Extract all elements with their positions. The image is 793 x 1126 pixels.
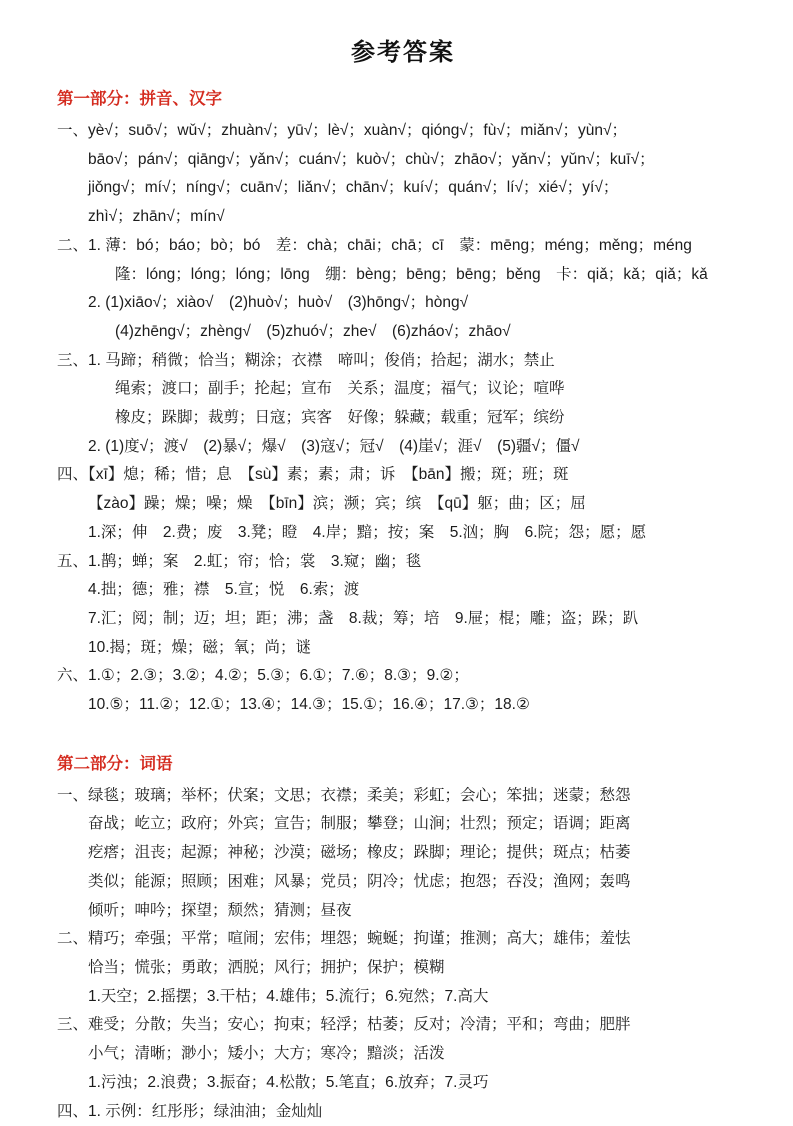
answer-line: 10.揭；斑；燥；磁；氧；尚；谜: [57, 634, 749, 663]
answer-line: (4)zhēng√；zhèng√ (5)zhuó√；zhe√ (6)zháo√；zhāo√: [57, 318, 749, 347]
answer-line: 奋战；屹立；政府；外宾；宣告；制服；攀登；山涧；壮烈；预定；语调；距离: [57, 810, 749, 839]
answer-line: 橡皮；跺脚；裁剪；日寇；宾客 好像；躲藏；载重；冠军；缤纷: [57, 404, 749, 433]
answer-line: 疙瘩；沮丧；起源；神秘；沙漠；磁场；橡皮；跺脚；理论；提供；斑点；枯萎: [57, 839, 749, 868]
answer-line: 1.深；伸 2.费；废 3.凳；瞪 4.岸；黯；按；案 5.汹；胸 6.院；怨；愿；愿: [57, 519, 749, 548]
section-heading: 第二部分：词语: [57, 750, 749, 774]
answer-line: 三、1. 马蹄；稍微；恰当；糊涂；衣襟 啼叫；俊俏；拾起；湖水；禁止: [57, 347, 749, 376]
answer-line: 2. (1)xiāo√；xiào√ (2)huò√；huò√ (3)hōng√；hòng√: [57, 289, 749, 318]
answer-line: zhì√；zhān√；mín√: [57, 203, 749, 232]
answer-line: 二、1. 薄：bó；báo；bò；bó 差：chà；chāi；chā；cī 蒙：mēng；méng；měng；méng: [57, 232, 749, 261]
answer-line: 1.天空；2.摇摆；3.干枯；4.雄伟；5.流行；6.宛然；7.高大: [57, 983, 749, 1012]
answer-line: 类似；能源；照顾；困难；风暴；党员；阴冷；忧虑；抱怨；吞没；渔网；轰鸣: [57, 868, 749, 897]
answer-line: 三、难受；分散；失当；安心；拘束；轻浮；枯萎；反对；冷清；平和；弯曲；肥胖: [57, 1011, 749, 1040]
answer-line: 2. (1)度√；渡√ (2)暴√；爆√ (3)寇√；冠√ (4)崖√；涯√ (5)疆√；僵√: [57, 433, 749, 462]
answers-content: [57, 85, 749, 1126]
answer-line: 隆：lóng；lóng；lóng；lōng 绷：bèng；bēng；bēng；běng 卡：qiǎ；kǎ；qiǎ；kǎ: [57, 261, 749, 290]
answer-line: 一、绿毯；玻璃；举杯；伏案；文思；衣襟；柔美；彩虹；会心；笨拙；迷蒙；愁怨: [57, 782, 749, 811]
section-heading: 第一部分：拼音、汉字: [57, 85, 749, 109]
answer-line: 倾听；呻吟；探望；颓然；猜测；昼夜: [57, 897, 749, 926]
answer-line: 四、【xī】熄；稀；惜；息 【sù】素；素；肃；诉 【bān】搬；斑；班；斑: [57, 461, 749, 490]
answer-line: 恰当；慌张；勇敢；洒脱；风行；拥护；保护；模糊: [57, 954, 749, 983]
answer-line: 一、yè√；suō√；wǔ√；zhuàn√；yū√；lè√；xuàn√；qióng√；fù√；miǎn√；yùn√；: [57, 117, 749, 146]
answer-line: 4.拙；德；雅；襟 5.宣；悦 6.索；渡: [57, 576, 749, 605]
page-title: 参考答案: [57, 32, 749, 67]
answer-line: 7.汇；阅；制；迈；坦；距；沸；盏 8.裁；筹；培 9.屉；棍；雕；盗；跺；趴: [57, 605, 749, 634]
answer-line: bāo√；pán√；qiāng√；yǎn√；cuán√；kuò√；chù√；zhāo√；yǎn√；yǔn√；kuī√；: [57, 146, 749, 175]
answer-line: 1.污浊；2.浪费；3.振奋；4.松散；5.笔直；6.放弃；7.灵巧: [57, 1069, 749, 1098]
answer-line: 10.⑤；11.②；12.①；13.④；14.③；15.①；16.④；17.③；18.②: [57, 691, 749, 720]
answer-line: 小气；清晰；渺小；矮小；大方；寒冷；黯淡；活泼: [57, 1040, 749, 1069]
answer-section-2: [57, 750, 749, 1126]
answer-line: 【zào】躁；燥；噪；燥 【bīn】滨；濒；宾；缤 【qū】躯；曲；区；屈: [57, 490, 749, 519]
answer-line: jiǒng√；mí√；níng√；cuān√；liǎn√；chān√；kuí√；quán√；lí√；xié√；yí√；: [57, 174, 749, 203]
answer-line: 绳索；渡口；副手；抡起；宣布 关系；温度；福气；议论；喧哗: [57, 375, 749, 404]
answer-line: 四、1. 示例：红彤彤；绿油油；金灿灿: [57, 1098, 749, 1126]
answer-line: 二、精巧；牵强；平常；喧闹；宏伟；埋怨；蜿蜒；拘谨；推测；高大；雄伟；羞怯: [57, 925, 749, 954]
answer-section-1: [57, 85, 749, 720]
answer-line: 六、1.①；2.③；3.②；4.②；5.③；6.①；7.⑥；8.③；9.②；: [57, 662, 749, 691]
answer-line: 五、1.鹊；蝉；案 2.虹；帘；恰；裳 3.窥；幽；毯: [57, 548, 749, 577]
